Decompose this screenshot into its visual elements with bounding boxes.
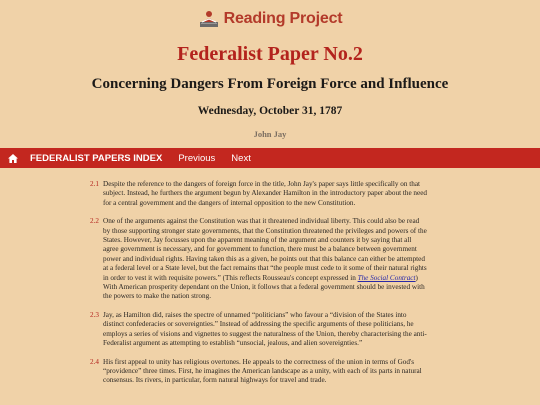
paragraph-number: 2.4	[90, 357, 99, 366]
home-icon[interactable]	[8, 154, 18, 163]
paragraph-text-before-link: One of the arguments against the Constitution was that it threatened individual liberty. This could also be read by those supporting stronger state governments, that the Constitution threatened the privileges and powers of the States. However, Jay focusses upon the apparent meaning of the argument and counters it by saying that all agree government is necessary, and for government to function, there must be a balance between government power and individual rights. Having taken this as a given, he points out that this balance can either be attempted at a federal level or a State level, but the fact remains that “the people must cede to it some of their natural rights in order to vest it with requisite powers.” (This reflects Rousseau's concept expressed in	[103, 217, 427, 282]
logo-row	[0, 0, 540, 34]
paragraph-number: 2.1	[90, 180, 99, 188]
paragraph-text	[103, 217, 428, 302]
page-title: Federalist Paper No.2	[177, 43, 363, 65]
paragraph-text-after-link: ) With American prosperity dependant on the Union, it follows that a federal government should be invested with the powers to make the nation strong.	[103, 273, 425, 301]
nav-index-link[interactable]: FEDERALIST PAPERS INDEX	[30, 152, 163, 164]
publication-date: Wednesday, October 31, 1787	[197, 105, 343, 117]
author-name: John Jay	[253, 129, 287, 139]
paragraph-number: 2.3	[90, 310, 99, 319]
social-contract-link[interactable]: The Social Contract	[357, 273, 416, 282]
nav-previous-link[interactable]: Previous	[178, 152, 216, 164]
page-subtitle: Concerning Dangers From Foreign Force and Influence	[91, 76, 449, 92]
nav-bar	[0, 148, 540, 168]
paragraph	[90, 311, 428, 349]
nav-next-link[interactable]: Next	[231, 152, 251, 164]
paragraph	[90, 358, 428, 386]
paragraph	[90, 217, 428, 302]
site-logo[interactable]	[198, 9, 343, 29]
paragraph-text: Jay, as Hamilton did, raises the spectre of unnamed “politicians” who favour a “division of the States into distinct confederacies or sovereignties.” Instead of addressing the specific arguments of these politicians, he employs a series of visions and vignettes to suggest the naturalness of the Union, thereby characterising the anti-Federalist argument as attempting to establish “unsocial, jealous, and alien sovereignties.”	[103, 310, 427, 348]
paragraph-text: Despite the reference to the dangers of foreign force in the title, John Jay's paper says little specifically on that subject. Instead, he furthers the argument begun by Alexander Hamilton in the introductory paper about the need for a central government and the dangers of internal opposition to the new Constitution.	[103, 180, 428, 207]
article-content	[0, 180, 540, 386]
paragraph-text: His first appeal to unity has religious overtones. He appeals to the correctness of the union in terms of God's “providence” three times. First, he imagines the American landscape as a unity, with each of its parts in natural consensus. Its rivers, in particular, form natural highways for travel and trade.	[103, 357, 422, 385]
paragraph-number: 2.2	[90, 217, 99, 226]
paragraph	[90, 180, 428, 208]
reader-logo-icon	[198, 9, 220, 29]
logo-text: Reading Project	[223, 10, 343, 27]
